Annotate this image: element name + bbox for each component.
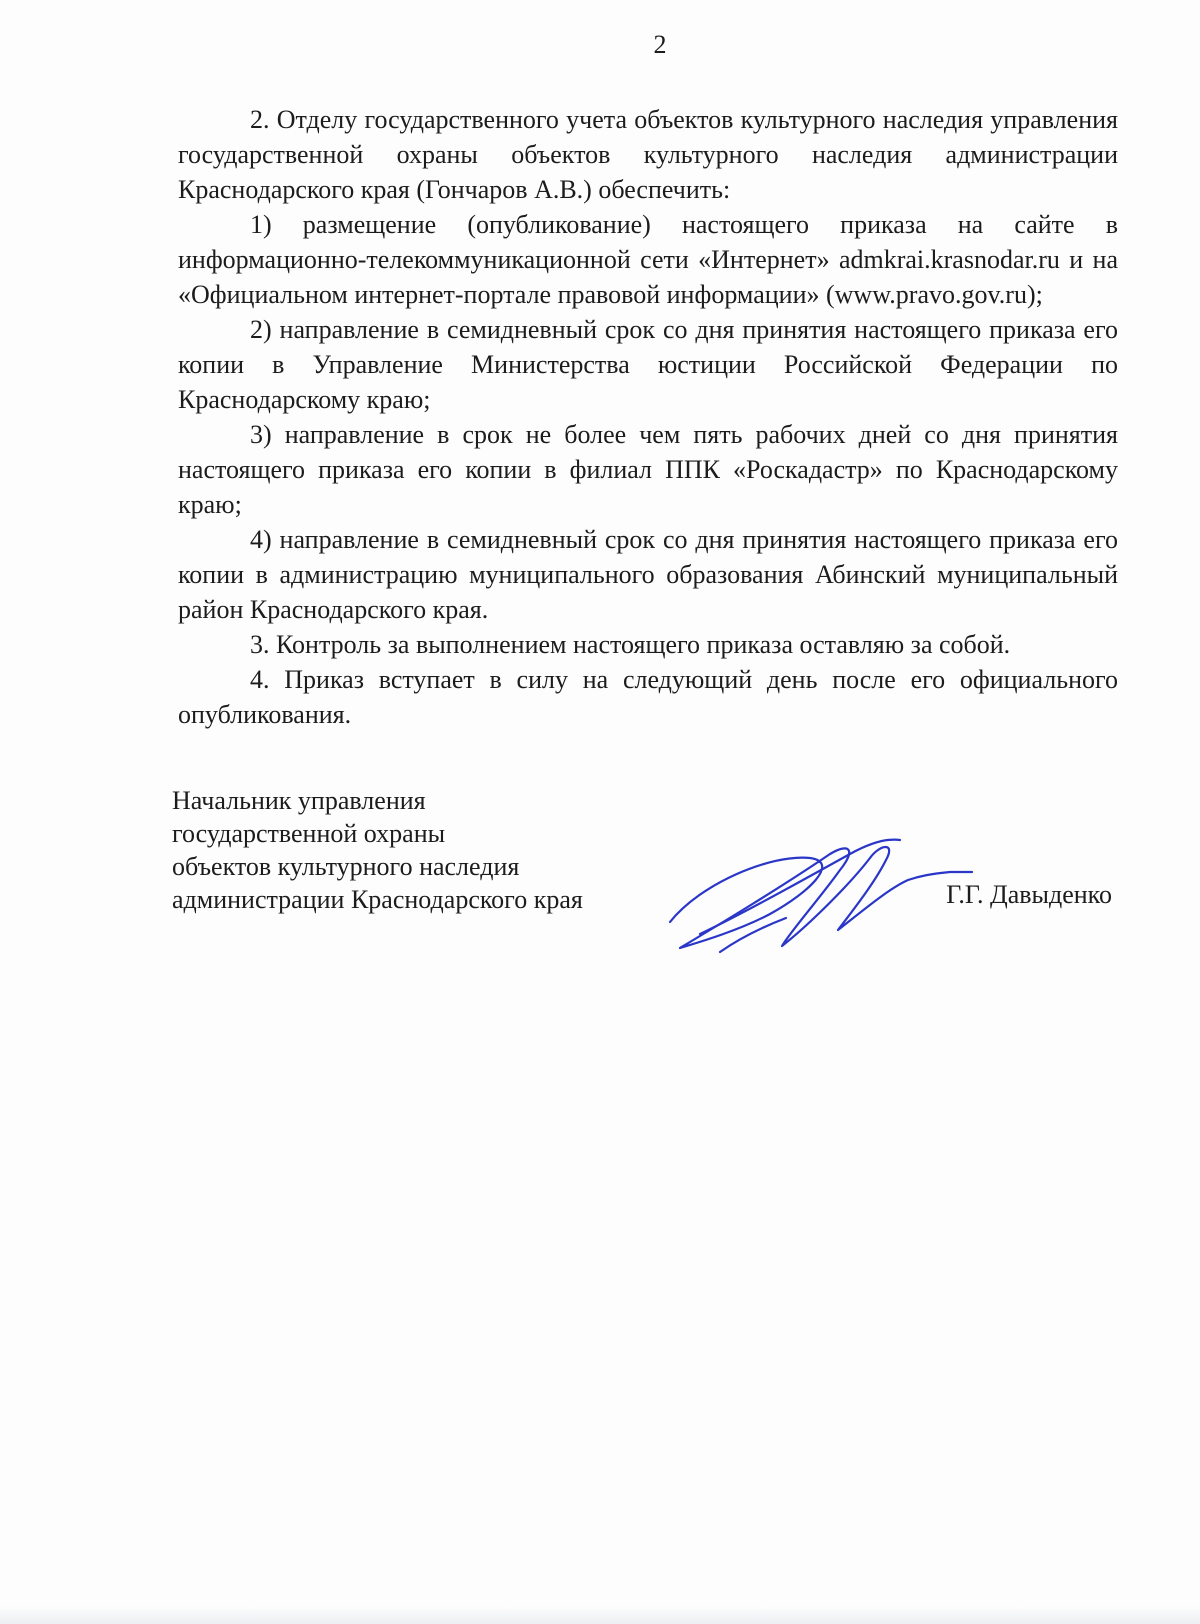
position-line: государственной охраны	[172, 819, 446, 848]
paragraph-2: 2. Отделу государственного учета объектов культурного наследия управления государственной охраны объектов культурного наследия администрации Краснодарского края (Гончаров А.В.) обеспечить:	[178, 105, 1118, 204]
order-body	[178, 102, 1118, 732]
list-item-2: 2) направление в семидневный срок со дня принятия настоящего приказа его копии в Управление Министерства юстиции Российской Федерации по Краснодарскому краю;	[178, 315, 1118, 414]
position-line: объектов культурного наследия	[172, 852, 520, 881]
signature-block	[172, 784, 1152, 964]
handwritten-signature	[660, 814, 980, 964]
list-item-4: 4) направление в семидневный срок со дня принятия настоящего приказа его копии в администрацию муниципального образования Абинский муниципальный район Краснодарского края.	[178, 525, 1118, 624]
paragraph-3: 3. Контроль за выполнением настоящего приказа оставляю за собой.	[250, 630, 1011, 659]
scan-edge	[0, 1606, 1200, 1624]
signatory-position	[172, 784, 583, 916]
position-line: Начальник управления	[172, 786, 426, 815]
list-item-3: 3) направление в срок не более чем пять рабочих дней со дня принятия настоящего приказа его копии в филиал ППК «Роскадастр» по Краснодарскому краю;	[178, 420, 1118, 519]
position-line: администрации Краснодарского края	[172, 885, 583, 914]
list-item-1: 1) размещение (опубликование) настоящего приказа на сайте в информационно-телекоммуникационной сети «Интернет» admkrai.krasnodar.ru и на «Официальном интернет-портале правовой информации» (www.pravo.gov.ru);	[178, 210, 1118, 309]
page-number: 2	[653, 30, 667, 59]
signatory-name: Г.Г. Давыденко	[946, 880, 1112, 909]
paragraph-4: 4. Приказ вступает в силу на следующий день после его официального опубликования.	[178, 665, 1118, 729]
